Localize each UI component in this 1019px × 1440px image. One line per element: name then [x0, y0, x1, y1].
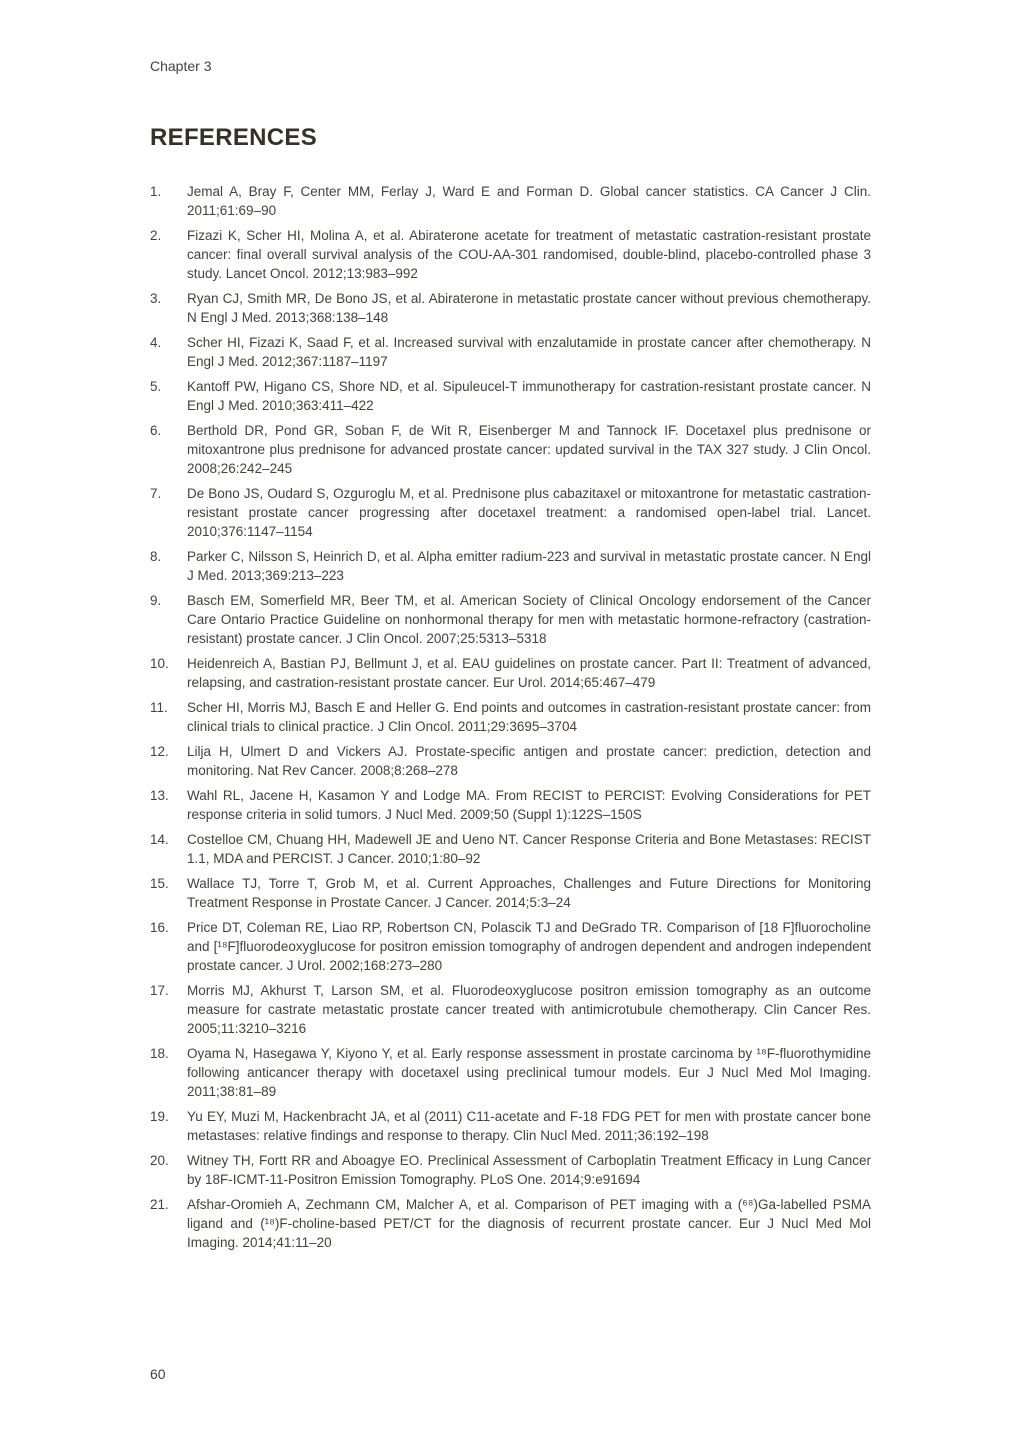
reference-text: Fizazi K, Scher HI, Molina A, et al. Abiraterone acetate for treatment of metastatic castration-resistant prostate cancer: final overall survival analysis of the COU-AA-301 randomised, double-blind, placebo-controlled phase 3 study. Lancet Oncol. 2012;13:983–992	[187, 228, 871, 281]
reference-item	[150, 1044, 871, 1101]
reference-item	[150, 484, 871, 541]
reference-text: Wallace TJ, Torre T, Grob M, et al. Current Approaches, Challenges and Future Directions for Monitoring Treatment Response in Prostate Cancer. J Cancer. 2014;5:3–24	[187, 876, 871, 910]
reference-item	[150, 1107, 871, 1145]
reference-text: Parker C, Nilsson S, Heinrich D, et al. Alpha emitter radium-223 and survival in metastatic prostate cancer. N Engl J Med. 2013;369:213–223	[187, 549, 871, 583]
reference-number: 7.	[150, 486, 162, 501]
reference-number: 19.	[150, 1109, 169, 1124]
reference-number: 21.	[150, 1197, 169, 1212]
reference-item	[150, 591, 871, 648]
reference-text: Heidenreich A, Bastian PJ, Bellmunt J, et al. EAU guidelines on prostate cancer. Part II: Treatment of advanced, relapsing, and castration-resistant prostate cancer. Eur Urol. 2014;65:467–479	[187, 656, 871, 690]
reference-item	[150, 918, 871, 975]
reference-text: Jemal A, Bray F, Center MM, Ferlay J, Ward E and Forman D. Global cancer statistics. CA Cancer J Clin. 2011;61:69–90	[187, 184, 871, 218]
reference-text: Basch EM, Somerfield MR, Beer TM, et al. American Society of Clinical Oncology endorsement of the Cancer Care Ontario Practice Guideline on nonhormonal therapy for men with metastatic hormone-refractory (castration-resistant) prostate cancer. J Clin Oncol. 2007;25:5313–5318	[187, 593, 871, 646]
reference-item	[150, 421, 871, 478]
reference-item	[150, 874, 871, 912]
reference-text: Wahl RL, Jacene H, Kasamon Y and Lodge MA. From RECIST to PERCIST: Evolving Considerations for PET response criteria in solid tumors. J Nucl Med. 2009;50 (Suppl 1):122S–150S	[187, 788, 871, 822]
reference-number: 10.	[150, 656, 169, 671]
reference-item	[150, 654, 871, 692]
reference-text: Berthold DR, Pond GR, Soban F, de Wit R, Eisenberger M and Tannock IF. Docetaxel plus prednisone or mitoxantrone plus prednisone for advanced prostate cancer: updated survival in the TAX 327 study. J Clin Oncol. 2008;26:242–245	[187, 423, 871, 476]
reference-item	[150, 1195, 871, 1252]
reference-number: 12.	[150, 744, 169, 759]
reference-item	[150, 981, 871, 1038]
reference-number: 17.	[150, 983, 169, 998]
reference-number: 13.	[150, 788, 169, 803]
reference-item	[150, 226, 871, 283]
reference-item	[150, 830, 871, 868]
reference-number: 11.	[150, 700, 168, 715]
reference-item	[150, 289, 871, 327]
reference-text: Morris MJ, Akhurst T, Larson SM, et al. Fluorodeoxyglucose positron emission tomography as an outcome measure for castrate metastatic prostate cancer treated with antimicrotubule chemotherapy. Clin Cancer Res. 2005;11:3210–3216	[187, 983, 871, 1036]
reference-number: 8.	[150, 549, 162, 564]
reference-text: Witney TH, Fortt RR and Aboagye EO. Preclinical Assessment of Carboplatin Treatment Efficacy in Lung Cancer by 18F-ICMT-11-Positron Emission Tomography. PLoS One. 2014;9:e91694	[187, 1153, 871, 1187]
reference-number: 20.	[150, 1153, 169, 1168]
page-title: REFERENCES	[150, 124, 318, 151]
reference-number: 2.	[150, 228, 162, 243]
reference-item	[150, 547, 871, 585]
reference-number: 9.	[150, 593, 162, 608]
reference-text: Price DT, Coleman RE, Liao RP, Robertson CN, Polascik TJ and DeGrado TR. Comparison of [18 F]fluorocholine and [¹⁸F]fluorodeoxyglucose for positron emission tomography of androgen dependent and androgen independent prostate cancer. J Urol. 2002;168:273–280	[187, 920, 871, 973]
reference-text: Ryan CJ, Smith MR, De Bono JS, et al. Abiraterone in metastatic prostate cancer without previous chemotherapy. N Engl J Med. 2013;368:138–148	[187, 291, 871, 325]
reference-number: 3.	[150, 291, 162, 306]
reference-text: Scher HI, Fizazi K, Saad F, et al. Increased survival with enzalutamide in prostate cancer after chemotherapy. N Engl J Med. 2012;367:1187–1197	[187, 335, 871, 369]
page-number: 60	[150, 1366, 166, 1382]
reference-item	[150, 333, 871, 371]
reference-text: Afshar-Oromieh A, Zechmann CM, Malcher A, et al. Comparison of PET imaging with a (⁶⁸)Ga-labelled PSMA ligand and (¹⁸)F-choline-based PET/CT for the diagnosis of recurrent prostate cancer. Eur J Nucl Med Mol Imaging. 2014;41:11–20	[187, 1197, 871, 1250]
reference-item	[150, 377, 871, 415]
reference-text: Oyama N, Hasegawa Y, Kiyono Y, et al. Early response assessment in prostate carcinoma by ¹⁸F-fluorothymidine following anticancer therapy with docetaxel using preclinical tumour models. Eur J Nucl Med Mol Imaging. 2011;38:81–89	[187, 1046, 871, 1099]
reference-number: 18.	[150, 1046, 169, 1061]
reference-number: 16.	[150, 920, 169, 935]
reference-item	[150, 698, 871, 736]
reference-number: 6.	[150, 423, 162, 438]
references-list	[150, 182, 871, 1252]
reference-number: 1.	[150, 184, 162, 199]
reference-text: De Bono JS, Oudard S, Ozguroglu M, et al. Prednisone plus cabazitaxel or mitoxantrone for metastatic castration-resistant prostate cancer progressing after docetaxel treatment: a randomised open-label trial. Lancet. 2010;376:1147–1154	[187, 486, 871, 539]
reference-number: 15.	[150, 876, 169, 891]
reference-number: 4.	[150, 335, 162, 350]
reference-number: 14.	[150, 832, 169, 847]
reference-item	[150, 742, 871, 780]
reference-item	[150, 182, 871, 220]
reference-text: Costelloe CM, Chuang HH, Madewell JE and Ueno NT. Cancer Response Criteria and Bone Metastases: RECIST 1.1, MDA and PERCIST. J Cancer. 2010;1:80–92	[187, 832, 871, 866]
reference-text: Scher HI, Morris MJ, Basch E and Heller G. End points and outcomes in castration-resistant prostate cancer: from clinical trials to clinical practice. J Clin Oncol. 2011;29:3695–3704	[187, 700, 871, 734]
reference-text: Yu EY, Muzi M, Hackenbracht JA, et al (2011) C11-acetate and F-18 FDG PET for men with prostate cancer bone metastases: relative findings and response to therapy. Clin Nucl Med. 2011;36:192–198	[187, 1109, 871, 1143]
reference-item	[150, 1151, 871, 1189]
reference-text: Kantoff PW, Higano CS, Shore ND, et al. Sipuleucel-T immunotherapy for castration-resistant prostate cancer. N Engl J Med. 2010;363:411–422	[187, 379, 871, 413]
reference-item	[150, 786, 871, 824]
chapter-header: Chapter 3	[150, 58, 212, 74]
reference-text: Lilja H, Ulmert D and Vickers AJ. Prostate-specific antigen and prostate cancer: prediction, detection and monitoring. Nat Rev Cancer. 2008;8:268–278	[187, 744, 871, 778]
reference-number: 5.	[150, 379, 162, 394]
